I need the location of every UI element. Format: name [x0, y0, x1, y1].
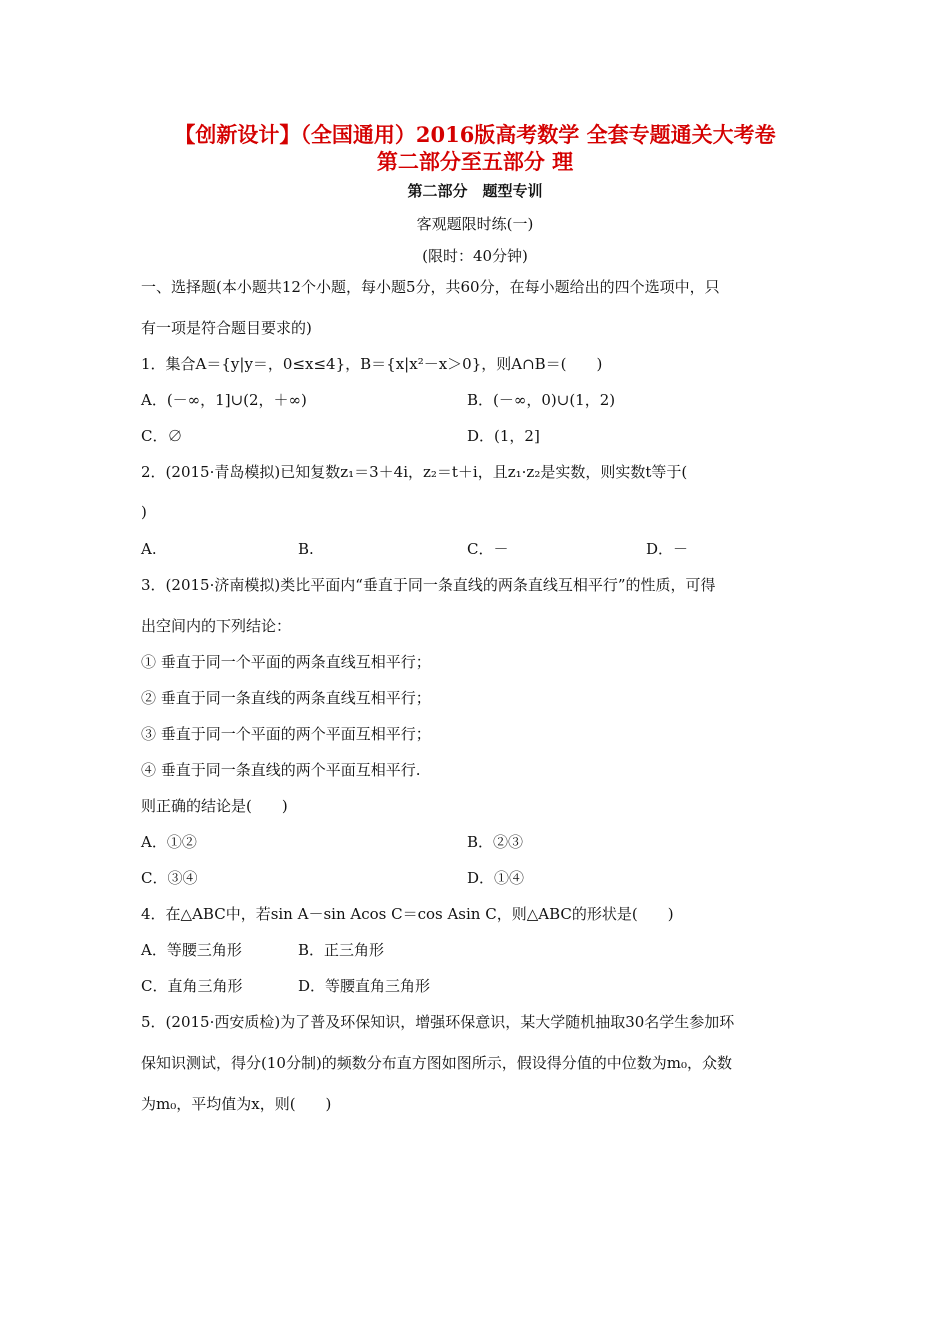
- section-heading: 第二部分 题型专训: [407, 182, 543, 200]
- q2-option-c: C．－: [467, 540, 509, 558]
- q4-option-a: A．等腰三角形: [141, 941, 242, 959]
- q3-statement-3: ③ 垂直于同一个平面的两个平面互相平行；: [141, 725, 431, 743]
- q3-stem-line2: 出空间内的下列结论：: [141, 617, 292, 635]
- q2-option-b: B.: [298, 540, 314, 558]
- q3-option-b: B．②③: [467, 833, 524, 851]
- q4-option-d: D．等腰直角三角形: [298, 977, 431, 995]
- q1-option-d: D．(1，2]: [467, 427, 540, 445]
- q3-option-c: C．③④: [141, 869, 198, 887]
- q2-option-d: D．－: [646, 540, 689, 558]
- q1-stem: 1．集合A＝{y|y＝，0≤x≤4}，B＝{x|x²－x＞0}，则A∩B＝( ): [141, 355, 603, 373]
- q1-option-c: C．∅: [141, 427, 183, 445]
- q3-ask: 则正确的结论是( ): [141, 797, 288, 815]
- q5-stem-line3: 为m₀，平均值为x，则( ): [141, 1095, 332, 1113]
- q5-stem-line1: 5．(2015·西安质检)为了普及环保知识，增强环保意识，某大学随机抽取30名学生参加环: [141, 1013, 735, 1031]
- q4-option-b: B．正三角形: [298, 941, 385, 959]
- q1-option-a: A．(－∞，1]∪(2，＋∞): [141, 391, 307, 409]
- time-limit: (限时：40分钟): [422, 247, 528, 265]
- q2-option-a: A.: [141, 540, 157, 558]
- q3-stem-line1: 3．(2015·济南模拟)类比平面内“垂直于同一条直线的两条直线互相平行”的性质，可得: [141, 576, 716, 594]
- q3-statement-1: ① 垂直于同一个平面的两条直线互相平行；: [141, 653, 431, 671]
- q2-stem: 2．(2015·青岛模拟)已知复数z₁＝3＋4i，z₂＝t＋i，且z₁·z₂是实数，则实数t等于(: [141, 463, 688, 481]
- intro-line1: 一、选择题(本小题共12个小题，每小题5分，共60分，在每小题给出的四个选项中，只: [141, 278, 720, 296]
- q4-stem: 4．在△ABC中，若sin A－sin Acos C＝cos Asin C，则△ABC的形状是( ): [141, 905, 674, 923]
- q3-statement-4: ④ 垂直于同一条直线的两个平面互相平行.: [141, 761, 421, 779]
- intro-line2: 有一项是符合题目要求的): [141, 319, 312, 337]
- q2-stem-cont: ): [141, 503, 147, 521]
- q3-option-d: D．①④: [467, 869, 525, 887]
- document-title-line2: 第二部分至五部分 理: [376, 149, 574, 174]
- q3-statement-2: ② 垂直于同一条直线的两条直线互相平行；: [141, 689, 431, 707]
- exercise-subtitle: 客观题限时练(一): [416, 215, 534, 233]
- document-title-line1: 【创新设计】（全国通用）2016版高考数学 全套专题通关大考卷: [174, 122, 776, 147]
- q1-option-b: B．(－∞，0)∪(1，2): [467, 391, 616, 409]
- q4-option-c: C．直角三角形: [141, 977, 243, 995]
- q3-option-a: A．①②: [141, 833, 197, 851]
- q5-stem-line2: 保知识测试，得分(10分制)的频数分布直方图如图所示，假设得分值的中位数为m₀，众数: [141, 1054, 733, 1072]
